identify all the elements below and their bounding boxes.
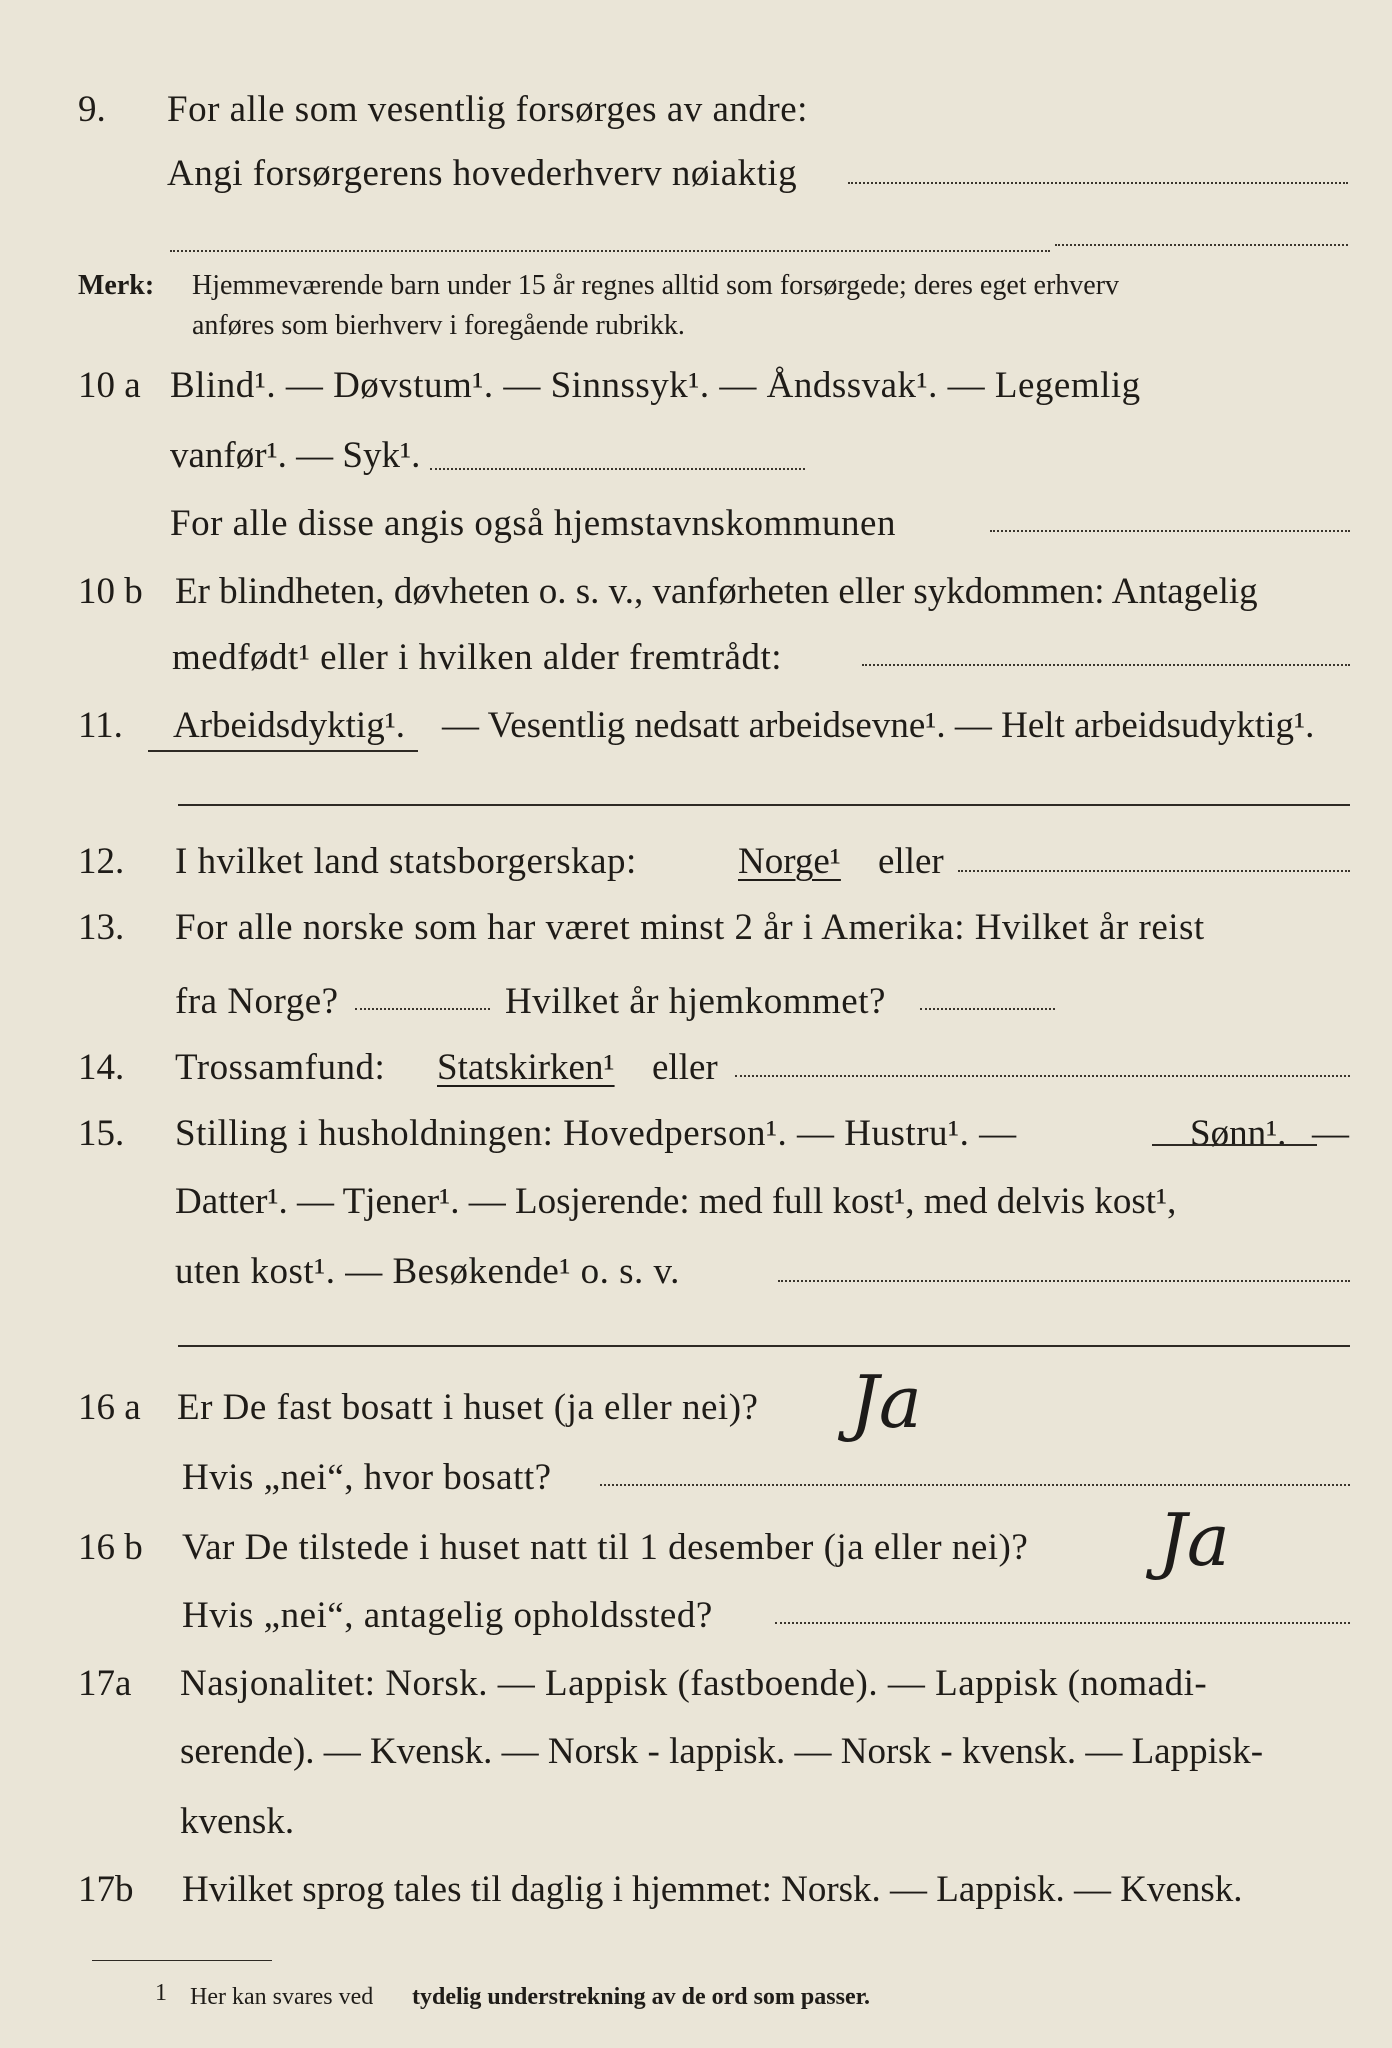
q10a-kommune-answer-line[interactable]: [990, 530, 1350, 532]
q14-answer-line[interactable]: [735, 1075, 1350, 1077]
q15-text-3: uten kost¹. — Besøkende¹ o. s. v.: [175, 1251, 680, 1292]
q17a-number: 17a: [78, 1663, 132, 1704]
q12-answer-line[interactable]: [958, 870, 1350, 872]
q16a-handwritten-answer[interactable]: Ja: [850, 1360, 922, 1444]
q10b-text-1: Er blindheten, døvheten o. s. v., vanførheten eller sykdommen: Antagelig: [175, 571, 1258, 612]
q9-number: 9.: [78, 89, 106, 130]
footnote-mark: 1: [155, 1980, 167, 2006]
q16b-answer-line[interactable]: [775, 1622, 1350, 1624]
q16b-handwritten-answer[interactable]: Ja: [1158, 1498, 1230, 1582]
q11-marking-underline: [148, 750, 418, 752]
q14-option-statskirken[interactable]: Statskirken¹: [437, 1047, 615, 1088]
q15-answer-line[interactable]: [778, 1280, 1350, 1282]
q17a-text-1: Nasjonalitet: Norsk. — Lappisk (fastboende). — Lappisk (nomadi-: [180, 1663, 1208, 1704]
q14-text: Trossamfund:: [175, 1047, 386, 1088]
merk-text-2: anføres som bierhverv i foregående rubrikk.: [192, 310, 685, 341]
q16b-text-2: Hvis „nei“, antagelig opholdssted?: [182, 1595, 713, 1636]
q10b-number: 10 b: [78, 571, 143, 612]
q17b-text-1: Hvilket sprog tales til daglig i hjemmet: Norsk. — Lappisk. — Kvensk.: [182, 1869, 1243, 1910]
q16a-answer-line[interactable]: [600, 1484, 1350, 1486]
q16a-number: 16 a: [78, 1387, 141, 1428]
q16a-text-1: Er De fast bosatt i huset (ja eller nei)?: [177, 1387, 759, 1428]
q14-number: 14.: [78, 1047, 125, 1088]
q9-answer-line-3[interactable]: [1055, 244, 1348, 246]
q11-option-arbeidsdyktig[interactable]: Arbeidsdyktig¹.: [173, 705, 406, 746]
q16b-number: 16 b: [78, 1527, 143, 1568]
q13-reist-answer-line[interactable]: [355, 1008, 490, 1010]
q10a-text-3: For alle disse angis også hjemstavnskommunen: [170, 503, 896, 544]
q15-answer-line-2[interactable]: [178, 1345, 1350, 1347]
merk-label: Merk:: [78, 270, 155, 301]
q13-text-2a: fra Norge?: [175, 981, 339, 1022]
q10a-text-2: vanfør¹. — Syk¹.: [170, 435, 421, 476]
q15-text-1c: —: [1312, 1113, 1349, 1154]
q13-text-1: For alle norske som har været minst 2 år i Amerika: Hvilket år reist: [175, 907, 1205, 948]
q17b-number: 17b: [78, 1869, 134, 1910]
q14-tail: eller: [652, 1047, 718, 1088]
q15-text-1a: Stilling i husholdningen: Hovedperson¹. — Hustru¹. —: [175, 1113, 1017, 1154]
q17a-text-3: kvensk.: [180, 1801, 295, 1842]
q15-marking-underline: [1152, 1144, 1317, 1146]
q10b-text-2: medfødt¹ eller i hvilken alder fremtrådt:: [172, 637, 783, 678]
q9-text-2: Angi forsørgerens hovederhverv nøiaktig: [167, 153, 798, 194]
footnote-text-2: tydelig understrekning av de ord som passer.: [412, 1984, 871, 2010]
q10a-number: 10 a: [78, 365, 141, 406]
q16b-text-1: Var De tilstede i huset natt til 1 desember (ja eller nei)?: [182, 1527, 1029, 1568]
q12-number: 12.: [78, 841, 125, 882]
q11-number: 11.: [78, 705, 123, 746]
q15-text-2: Datter¹. — Tjener¹. — Losjerende: med full kost¹, med delvis kost¹,: [175, 1181, 1177, 1222]
footnote-rule: [92, 1960, 272, 1961]
q11-options-rest[interactable]: — Vesentlig nedsatt arbeidsevne¹. — Helt arbeidsudyktig¹.: [442, 705, 1315, 746]
q16a-text-2: Hvis „nei“, hvor bosatt?: [182, 1457, 552, 1498]
q9-answer-line-2[interactable]: [170, 250, 1050, 252]
q10a-text-1: Blind¹. — Døvstum¹. — Sinnssyk¹. — Åndssvak¹. — Legemlig: [170, 365, 1141, 406]
q13-hjemkommet-answer-line[interactable]: [920, 1008, 1055, 1010]
q10b-answer-line[interactable]: [862, 664, 1350, 666]
q13-number: 13.: [78, 907, 125, 948]
footnote-text-1: Her kan svares ved: [190, 1984, 374, 2010]
q9-answer-line[interactable]: [848, 182, 1348, 184]
q12-option-norge[interactable]: Norge¹: [738, 841, 841, 882]
q12-text: I hvilket land statsborgerskap:: [175, 841, 637, 882]
q13-text-2b: Hvilket år hjemkommet?: [505, 981, 886, 1022]
q10a-syk-answer-line[interactable]: [430, 468, 805, 470]
q9-text-1: For alle som vesentlig forsørges av andre:: [167, 89, 808, 130]
q12-tail: eller: [878, 841, 944, 882]
merk-text-1: Hjemmeværende barn under 15 år regnes alltid som forsørgede; deres eget erhverv: [192, 270, 1120, 301]
q15-option-sonn[interactable]: Sønn¹.: [1190, 1113, 1287, 1154]
q15-number: 15.: [78, 1113, 125, 1154]
q17a-text-2: serende). — Kvensk. — Norsk - lappisk. — Norsk - kvensk. — Lappisk-: [180, 1731, 1264, 1772]
q11-answer-line[interactable]: [178, 804, 1350, 806]
